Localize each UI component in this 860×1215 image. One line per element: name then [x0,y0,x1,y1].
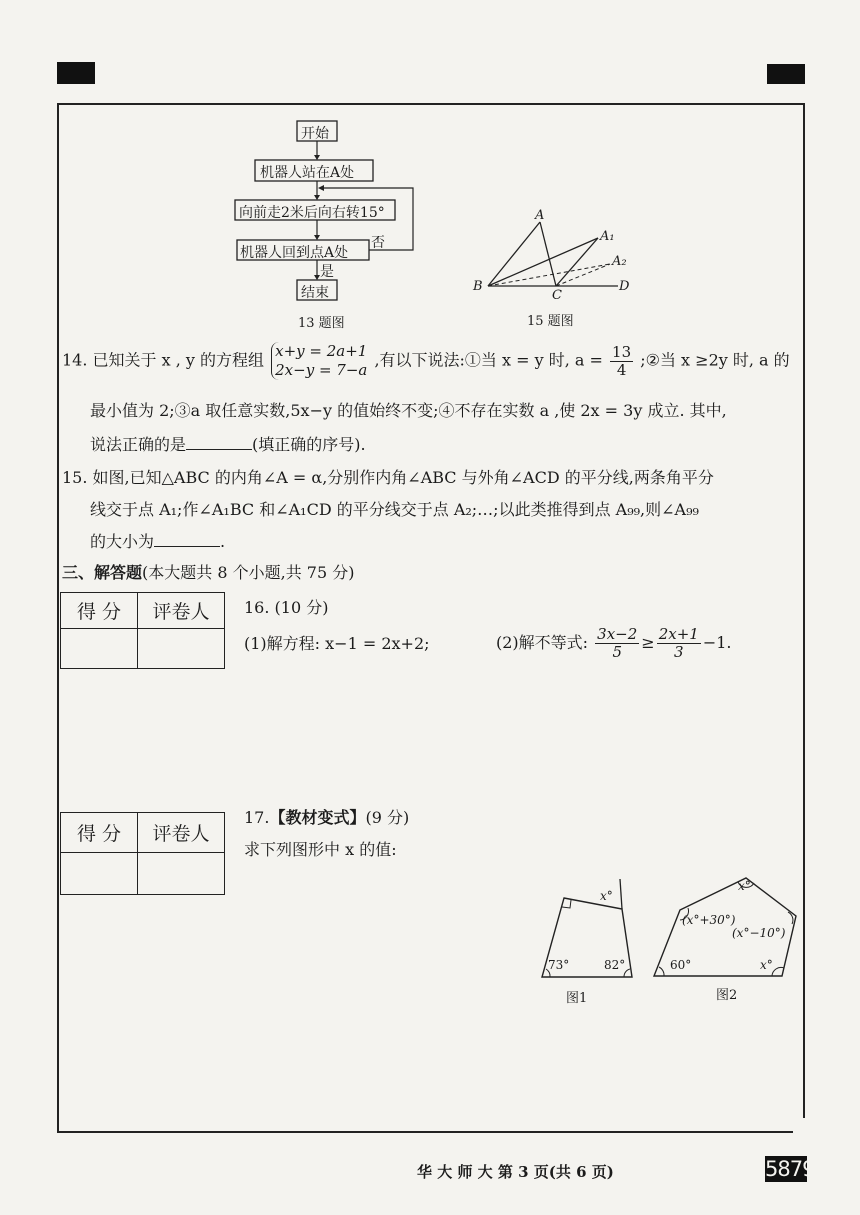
grader-cell[interactable] [138,853,225,895]
page-frame-right [803,103,805,1118]
question-15-line2: 线交于点 A₁;作∠A₁BC 和∠A₁CD 的平分线交于点 A₂;…;以此类推得到点 A₉₉,则∠A₉₉ [90,500,699,519]
q14-statement-2: ;②当 x ≥2y 时, a 的 [640,350,790,370]
score-table-17 [60,812,225,895]
section-3-heading [62,563,354,583]
q15-answer-prompt: 的大小为 [90,532,155,551]
q14-statement-1: ,有以下说法:①当 x = y 时, a = [374,350,603,370]
flow-step3-label: 机器人回到点A处 [240,245,349,261]
fig15-caption: 15 题图 [527,314,574,329]
fig15-label-B: B [473,279,483,294]
q16-fraction-left [595,626,639,661]
flowchart-caption: 13 题图 [298,316,345,331]
q16-fraction-right [657,626,701,661]
fig17-2-angle-top: x° [738,879,751,893]
figure-17-2 [650,870,800,1005]
fig17-2-angle-right: (x°−10°) [732,926,786,940]
fig15-label-A2: A₂ [612,254,627,269]
q16-part2-prompt: (2)解不等式: [496,633,589,652]
flowchart-figure [225,115,425,330]
registration-mark-left [57,62,95,84]
equation-system [271,342,367,380]
q17-tag: 【教材变式】 [269,808,366,827]
fig15-label-D: D [619,279,630,294]
fig17-1-angle-82: 82° [604,958,626,972]
q17-points: (9 分) [365,808,410,827]
question-16-title: 16. (10 分) [244,598,329,617]
score-table-16 [60,592,225,669]
question-17-title [244,808,409,828]
ge-sign: ≥ [641,633,655,652]
q16-part2-tail: −1. [702,633,732,652]
question-16-part1: (1)解方程: x−1 = 2x+2; [244,634,430,653]
score-cell[interactable] [61,853,138,895]
q14-intro: 已知关于 x , y 的方程组 [92,350,265,370]
question-15-line1: 15. 如图,已知△ABC 的内角∠A = α,分别作内角∠ABC 与外角∠ACD 的平分线,两条角平分 [62,468,714,487]
fig17-2-angle-left: (x°+30°) [682,913,736,927]
flow-step1-label: 机器人站在A处 [260,165,355,181]
q17-number: 17. [244,808,270,827]
q14-answer-prompt: 说法正确的是 [90,435,187,454]
fig15-label-C: C [552,288,562,303]
score-header: 得 分 [61,813,138,853]
flow-no-label: 否 [371,235,385,251]
page-frame-left [57,103,59,1133]
q14-number: 14. [62,350,88,370]
fig17-2-angle-60: 60° [670,958,692,972]
fig15-label-A1: A₁ [600,229,615,244]
figure-15 [468,208,638,330]
q15-period: . [220,532,226,551]
system-eq2: 2x−y = 7−a [275,361,368,379]
grader-header: 评卷人 [138,813,225,853]
page-frame-bottom [57,1131,793,1133]
section-3-note: (本大题共 8 个小题,共 75 分) [142,563,355,582]
fraction-denominator: 5 [612,643,622,661]
q14-fraction [610,344,633,379]
question-15-line3 [90,532,225,552]
question-16-part2 [496,626,731,661]
question-14-line3 [90,435,366,455]
system-eq1: x+y = 2a+1 [275,342,368,360]
fraction-numerator: 3x−2 [597,625,638,643]
flow-step2-label: 向前走2米后向右转15° [239,205,385,221]
page-code: 5879 [765,1157,815,1181]
registration-mark-right [767,64,805,84]
fraction-denominator: 4 [616,360,627,379]
fraction-denominator: 3 [673,643,684,661]
fraction-numerator: 2x+1 [658,625,699,643]
figure-17-1 [538,873,638,1005]
flow-yes-label: 是 [320,264,334,280]
question-17-prompt: 求下列图形中 x 的值: [244,840,397,859]
q14-answer-blank[interactable] [186,435,252,450]
fraction-numerator: 13 [612,342,632,361]
fig17-2-caption: 图2 [716,988,738,1003]
flow-start-label: 开始 [301,126,329,142]
fig15-label-A: A [535,208,545,223]
question-14-line1 [62,342,790,380]
grader-header: 评卷人 [138,593,225,629]
section-3-title: 三、解答题 [62,563,143,582]
q15-answer-blank[interactable] [154,532,220,547]
score-header: 得 分 [61,593,138,629]
q14-answer-hint: (填正确的序号). [252,435,366,454]
fig17-1-angle-x: x° [600,889,613,903]
flow-end-label: 结束 [301,285,329,301]
page-footer: 华 大 师 大 第 3 页(共 6 页) [417,1163,614,1181]
score-cell[interactable] [61,629,138,669]
page-frame-top [57,103,805,105]
question-14-line2: 最小值为 2;③a 取任意实数,5x−y 的值始终不变;④不存在实数 a ,使 2x = 3y 成立. 其中, [90,401,727,420]
fig17-2-angle-bottom-right: x° [760,958,773,972]
grader-cell[interactable] [138,629,225,669]
fig17-1-angle-73: 73° [548,958,570,972]
fig17-1-caption: 图1 [566,991,588,1006]
